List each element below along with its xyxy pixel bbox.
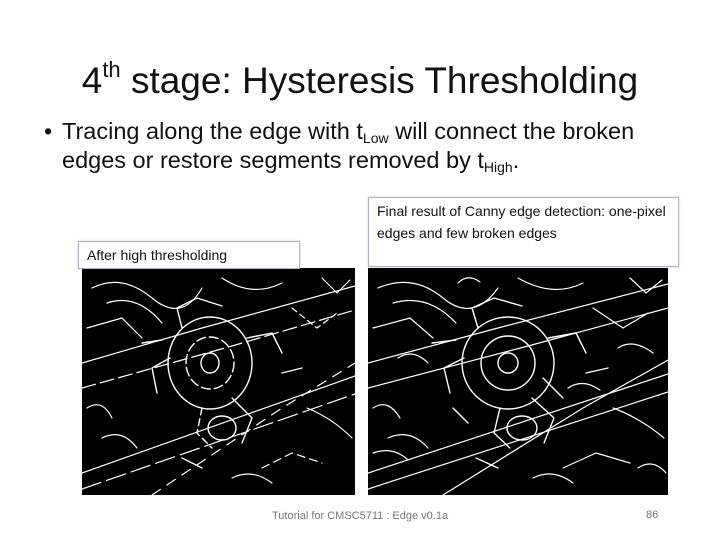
bullet-text-part1: Tracing along the edge with t <box>62 118 363 144</box>
title-text: stage: Hysteresis Thresholding <box>120 60 639 101</box>
bullet-subscript-low: Low <box>362 130 389 146</box>
slide-title <box>0 56 720 106</box>
bullet-text-part3: . <box>512 147 520 173</box>
callout-after-high-threshold: After high thresholding <box>78 241 300 269</box>
title-number: 4 <box>81 60 103 101</box>
callout-final-result: Final result of Canny edge detection: one-pixel edges and few broken edges <box>368 197 679 267</box>
page-number: 86 <box>646 509 659 521</box>
high-threshold-edge-image <box>82 268 355 495</box>
bullet-text-part2: will connect the broken edges or restore segments removed by t <box>62 118 635 173</box>
final-canny-edge-image <box>368 268 668 495</box>
bullet-subscript-high: High <box>483 159 513 175</box>
bullet-marker: • <box>44 118 53 144</box>
bullet-point <box>44 117 704 175</box>
title-superscript: th <box>102 57 121 82</box>
footer-text: Tutorial for CMSC5711 : Edge v0.1a <box>272 510 449 522</box>
bullet-text <box>62 117 704 175</box>
